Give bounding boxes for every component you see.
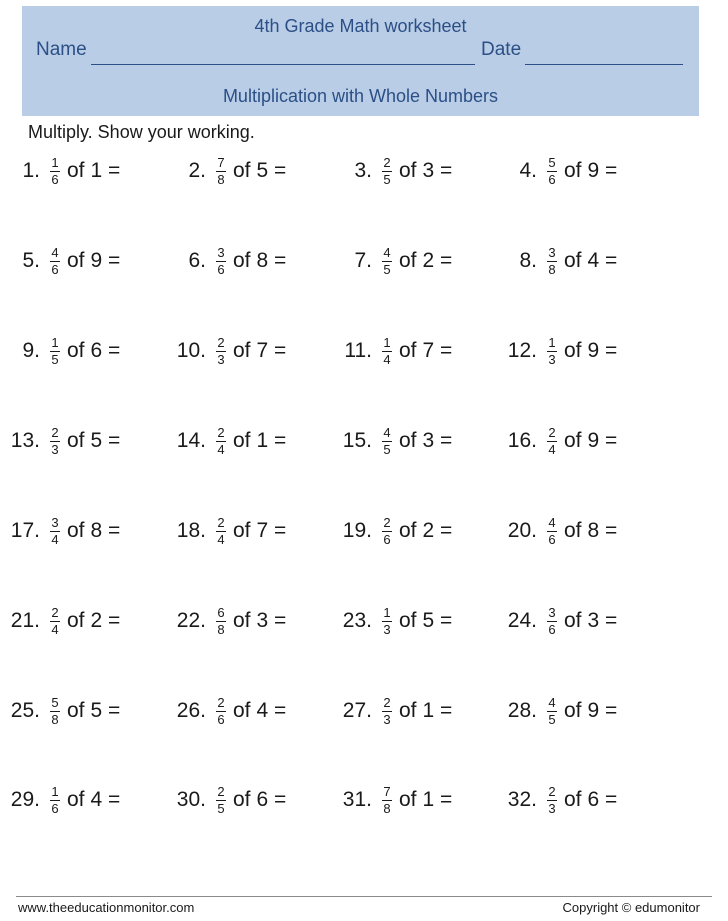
fraction — [382, 516, 392, 547]
problem-number: 16. — [507, 429, 537, 452]
fraction-numerator: 3 — [51, 514, 59, 530]
of-word: of — [564, 159, 582, 182]
footer-divider — [16, 896, 712, 897]
name-line[interactable] — [91, 64, 475, 65]
fraction-numerator: 1 — [548, 334, 556, 350]
of-word: of — [67, 249, 85, 272]
whole-number: 5 = — [256, 159, 287, 182]
fraction — [50, 516, 60, 547]
problem-number: 5. — [22, 249, 40, 272]
fraction-numerator: 4 — [51, 244, 59, 260]
problem-item — [0, 598, 120, 644]
fraction — [216, 606, 226, 637]
of-word: of — [233, 519, 251, 542]
fraction-denominator: 8 — [51, 711, 59, 727]
fraction-numerator: 2 — [383, 154, 391, 170]
problem-item — [0, 148, 120, 194]
problem-number: 8. — [519, 249, 537, 272]
problem-number: 26. — [176, 699, 206, 722]
whole-number: 5 = — [90, 699, 121, 722]
fraction-numerator: 2 — [217, 424, 225, 440]
problem-number: 3. — [354, 159, 372, 182]
fraction — [50, 246, 60, 277]
fraction-denominator: 3 — [548, 351, 556, 367]
problem-item — [332, 148, 452, 194]
whole-number: 6 = — [256, 788, 287, 811]
problem-item — [0, 328, 120, 374]
problem-number: 10. — [176, 339, 206, 362]
fraction-numerator: 2 — [217, 514, 225, 530]
fraction-numerator: 4 — [548, 514, 556, 530]
whole-number: 2 = — [422, 519, 453, 542]
fraction-numerator: 1 — [51, 334, 59, 350]
fraction-denominator: 3 — [51, 441, 59, 457]
fraction-denominator: 3 — [217, 351, 225, 367]
fraction — [216, 336, 226, 367]
of-word: of — [399, 339, 417, 362]
fraction-denominator: 4 — [217, 441, 225, 457]
problem-item — [497, 508, 617, 554]
problem-number: 2. — [188, 159, 206, 182]
fraction-denominator: 6 — [51, 171, 59, 187]
whole-number: 8 = — [90, 519, 121, 542]
whole-number: 1 = — [90, 159, 121, 182]
of-word: of — [399, 249, 417, 272]
problem-item — [0, 418, 120, 464]
problem-number: 20. — [507, 519, 537, 542]
whole-number: 7 = — [256, 519, 287, 542]
problem-item — [332, 328, 452, 374]
fraction-numerator: 1 — [51, 154, 59, 170]
fraction-numerator: 2 — [383, 694, 391, 710]
whole-number: 1 = — [422, 699, 453, 722]
whole-number: 1 = — [256, 429, 287, 452]
of-word: of — [67, 159, 85, 182]
whole-number: 7 = — [422, 339, 453, 362]
fraction-denominator: 6 — [548, 171, 556, 187]
whole-number: 3 = — [422, 159, 453, 182]
problem-item — [332, 777, 452, 823]
whole-number: 5 = — [422, 609, 453, 632]
fraction-denominator: 4 — [51, 621, 59, 637]
fraction-denominator: 3 — [383, 621, 391, 637]
of-word: of — [564, 429, 582, 452]
fraction-numerator: 3 — [217, 244, 225, 260]
fraction-denominator: 5 — [383, 441, 391, 457]
problem-number: 17. — [10, 519, 40, 542]
fraction-numerator: 2 — [51, 424, 59, 440]
date-label: Date — [481, 39, 522, 60]
fraction-denominator: 5 — [217, 800, 225, 816]
whole-number: 4 = — [256, 699, 287, 722]
problem-item — [332, 238, 452, 284]
fraction — [216, 426, 226, 457]
of-word: of — [564, 339, 582, 362]
of-word: of — [67, 788, 85, 811]
fraction-denominator: 3 — [548, 800, 556, 816]
problem-item — [497, 148, 617, 194]
fraction — [547, 696, 557, 727]
fraction — [382, 336, 392, 367]
problem-number: 19. — [342, 519, 372, 542]
fraction-denominator: 8 — [217, 171, 225, 187]
fraction-denominator: 3 — [383, 711, 391, 727]
fraction-denominator: 4 — [383, 351, 391, 367]
fraction-numerator: 7 — [217, 154, 225, 170]
problem-item — [0, 508, 120, 554]
footer-copyright: Copyright © edumonitor — [562, 900, 700, 915]
whole-number: 6 = — [90, 339, 121, 362]
whole-number: 8 = — [256, 249, 287, 272]
fraction-numerator: 2 — [217, 334, 225, 350]
problem-item — [166, 777, 286, 823]
of-word: of — [233, 339, 251, 362]
fraction — [547, 336, 557, 367]
of-word: of — [233, 249, 251, 272]
problem-item — [497, 328, 617, 374]
fraction-denominator: 6 — [217, 261, 225, 277]
problem-item — [166, 418, 286, 464]
fraction-denominator: 8 — [383, 800, 391, 816]
of-word: of — [564, 519, 582, 542]
fraction-numerator: 2 — [548, 424, 556, 440]
problem-item — [166, 148, 286, 194]
whole-number: 6 = — [587, 788, 618, 811]
fraction-numerator: 2 — [548, 783, 556, 799]
fraction-denominator: 6 — [217, 711, 225, 727]
problem-number: 4. — [519, 159, 537, 182]
whole-number: 9 = — [587, 339, 618, 362]
problem-number: 21. — [10, 609, 40, 632]
problem-number: 1. — [22, 159, 40, 182]
problem-item — [166, 508, 286, 554]
fraction-numerator: 2 — [383, 514, 391, 530]
worksheet-header — [22, 6, 699, 116]
fraction-numerator: 4 — [383, 244, 391, 260]
problem-item — [332, 598, 452, 644]
problem-number: 29. — [10, 788, 40, 811]
whole-number: 9 = — [587, 429, 618, 452]
date-line[interactable] — [525, 64, 683, 65]
problem-number: 9. — [22, 339, 40, 362]
problem-item — [166, 238, 286, 284]
fraction — [382, 246, 392, 277]
fraction — [50, 606, 60, 637]
of-word: of — [399, 788, 417, 811]
of-word: of — [67, 429, 85, 452]
whole-number: 3 = — [587, 609, 618, 632]
of-word: of — [233, 699, 251, 722]
fraction-numerator: 6 — [217, 604, 225, 620]
whole-number: 8 = — [587, 519, 618, 542]
fraction-numerator: 2 — [217, 694, 225, 710]
problem-item — [332, 508, 452, 554]
of-word: of — [67, 519, 85, 542]
fraction — [50, 426, 60, 457]
problem-number: 11. — [344, 339, 372, 362]
of-word: of — [564, 699, 582, 722]
problem-number: 15. — [342, 429, 372, 452]
of-word: of — [399, 609, 417, 632]
worksheet-title: 4th Grade Math worksheet — [254, 16, 467, 36]
problem-number: 25. — [10, 699, 40, 722]
fraction-denominator: 4 — [51, 531, 59, 547]
problem-number: 24. — [507, 609, 537, 632]
fraction — [547, 246, 557, 277]
of-word: of — [564, 249, 582, 272]
fraction-denominator: 8 — [548, 261, 556, 277]
fraction-denominator: 5 — [51, 351, 59, 367]
fraction — [382, 785, 392, 816]
fraction — [547, 426, 557, 457]
of-word: of — [399, 519, 417, 542]
fraction-numerator: 2 — [51, 604, 59, 620]
problem-item — [0, 777, 120, 823]
problem-item — [166, 598, 286, 644]
problem-number: 23. — [342, 609, 372, 632]
fraction-numerator: 1 — [51, 783, 59, 799]
fraction — [547, 785, 557, 816]
problem-item — [497, 777, 617, 823]
fraction — [216, 156, 226, 187]
whole-number: 2 = — [422, 249, 453, 272]
fraction — [382, 696, 392, 727]
whole-number: 9 = — [587, 159, 618, 182]
problem-item — [332, 688, 452, 734]
problem-number: 14. — [176, 429, 206, 452]
of-word: of — [564, 788, 582, 811]
fraction — [216, 516, 226, 547]
of-word: of — [233, 609, 251, 632]
fraction — [50, 156, 60, 187]
fraction — [547, 606, 557, 637]
fraction — [382, 156, 392, 187]
fraction-numerator: 2 — [217, 783, 225, 799]
problem-item — [497, 238, 617, 284]
whole-number: 2 = — [90, 609, 121, 632]
fraction-numerator: 4 — [383, 424, 391, 440]
of-word: of — [67, 609, 85, 632]
fraction-numerator: 7 — [383, 783, 391, 799]
of-word: of — [233, 429, 251, 452]
problem-number: 18. — [176, 519, 206, 542]
fraction-numerator: 1 — [383, 334, 391, 350]
problem-number: 28. — [507, 699, 537, 722]
fraction — [216, 696, 226, 727]
problem-item — [497, 688, 617, 734]
whole-number: 1 = — [422, 788, 453, 811]
fraction-denominator: 4 — [548, 441, 556, 457]
problem-number: 12. — [507, 339, 537, 362]
problem-number: 30. — [176, 788, 206, 811]
problem-item — [166, 328, 286, 374]
fraction — [382, 606, 392, 637]
problem-number: 22. — [176, 609, 206, 632]
whole-number: 5 = — [90, 429, 121, 452]
fraction-denominator: 4 — [217, 531, 225, 547]
problem-item — [166, 688, 286, 734]
whole-number: 3 = — [256, 609, 287, 632]
fraction — [50, 785, 60, 816]
whole-number: 7 = — [256, 339, 287, 362]
of-word: of — [399, 429, 417, 452]
fraction-denominator: 5 — [548, 711, 556, 727]
fraction-denominator: 6 — [51, 261, 59, 277]
fraction-denominator: 5 — [383, 261, 391, 277]
of-word: of — [67, 339, 85, 362]
problem-number: 27. — [342, 699, 372, 722]
fraction — [50, 336, 60, 367]
fraction — [547, 156, 557, 187]
fraction-denominator: 6 — [383, 531, 391, 547]
fraction-numerator: 3 — [548, 244, 556, 260]
whole-number: 3 = — [422, 429, 453, 452]
fraction-denominator: 6 — [51, 800, 59, 816]
problem-item — [497, 598, 617, 644]
fraction-numerator: 5 — [548, 154, 556, 170]
fraction-denominator: 8 — [217, 621, 225, 637]
of-word: of — [399, 159, 417, 182]
name-date-row — [36, 39, 684, 65]
of-word: of — [233, 159, 251, 182]
whole-number: 4 = — [587, 249, 618, 272]
problem-number: 32. — [507, 788, 537, 811]
worksheet-subtitle: Multiplication with Whole Numbers — [222, 86, 499, 106]
problem-item — [497, 418, 617, 464]
fraction — [216, 785, 226, 816]
whole-number: 9 = — [587, 699, 618, 722]
fraction-numerator: 5 — [51, 694, 59, 710]
instructions: Multiply. Show your working. — [28, 122, 255, 142]
fraction-denominator: 6 — [548, 621, 556, 637]
problem-number: 31. — [342, 788, 372, 811]
fraction-denominator: 5 — [383, 171, 391, 187]
fraction — [50, 696, 60, 727]
of-word: of — [233, 788, 251, 811]
problem-item — [332, 418, 452, 464]
fraction-numerator: 4 — [548, 694, 556, 710]
of-word: of — [564, 609, 582, 632]
of-word: of — [67, 699, 85, 722]
fraction-numerator: 3 — [548, 604, 556, 620]
whole-number: 4 = — [90, 788, 121, 811]
footer-website: www.theeducationmonitor.com — [18, 900, 195, 915]
problem-number: 13. — [10, 429, 40, 452]
name-label: Name — [36, 39, 87, 60]
of-word: of — [399, 699, 417, 722]
fraction-numerator: 1 — [383, 604, 391, 620]
problem-number: 7. — [354, 249, 372, 272]
problem-item — [0, 238, 120, 284]
fraction — [547, 516, 557, 547]
whole-number: 9 = — [90, 249, 121, 272]
fraction — [216, 246, 226, 277]
problem-number: 6. — [188, 249, 206, 272]
fraction — [382, 426, 392, 457]
fraction-denominator: 6 — [548, 531, 556, 547]
problem-item — [0, 688, 120, 734]
